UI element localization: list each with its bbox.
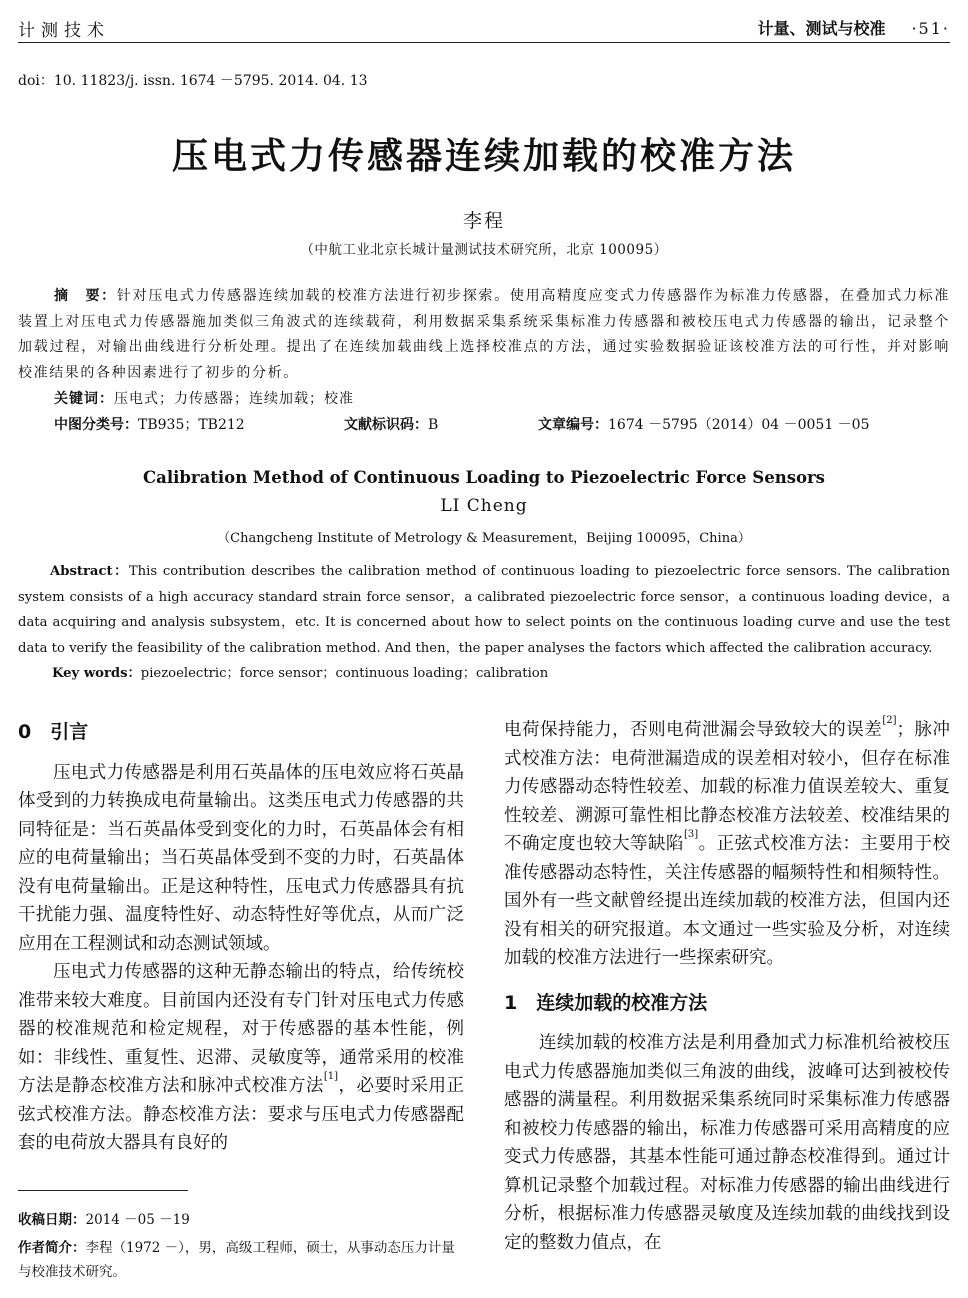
footnote-divider: [18, 1190, 188, 1191]
abstract-cn: [18, 284, 950, 386]
paragraph: [18, 958, 464, 1158]
affiliation: （中航工业北京长城计量测试技术研究所，北京 100095）: [300, 242, 668, 258]
english-affiliation: （Changcheng Institute of Metrology & Measurement，Beijing 100095，China）: [217, 531, 751, 546]
doc-code: [344, 414, 438, 434]
article-number: [538, 414, 870, 434]
reference-1[interactable]: [1]: [323, 1071, 339, 1082]
paper-title: 压电式力传感器连续加载的校准方法: [171, 136, 796, 177]
paragraph-text: ，必要时采用正弦式校准方法。静态校准方法：要求与压电式力传感器配套的电荷放大器具有良好的: [18, 1076, 465, 1153]
reference-3[interactable]: [3]: [683, 829, 699, 840]
abstract-cn-text: 针对压电式力传感器连续加载的校准方法进行初步探索。使用高精度应变式力传感器作为标准力传感器，在叠加式力标准装置上对压电式力传感器施加类似三角波式的连续载荷，利用数据采集系统采集标准力传感器和被校压电式力传感器的输出，记录整个加载过程，对输出曲线进行分析处理。提出了在连续加载曲线上选择校准点的方法，通过实验数据验证该校准方法的可行性，并对影响校准结果的各种因素进行了初步的分析。: [18, 288, 950, 381]
clc-code: [54, 414, 245, 434]
english-author: LI Cheng: [440, 496, 528, 516]
paragraph-text: 压电式力传感器的这种无静态输出的特点，给传统校准带来较大难度。目前国内还没有专门针对压电式力传感器的校准规范和检定规程，对于传感器的基本性能，例如：非线性、重复性、迟滞、灵敏度等，通常采用的校准方法是静态校准方法和脉冲式校准方法: [18, 962, 464, 1096]
keywords-cn-label: 关键词：: [54, 391, 114, 407]
article-label: 文章编号：: [538, 417, 608, 433]
paragraph-text: 。正弦式校准方法：主要用于校准传感器动态特性，关注传感器的幅频特性和相频特性。国外有一些文献曾经提出连续加载的校准方法，但国内还没有相关的研究报道。本文通过一些实验及分析，对连续加载的校准方法进行一些探索研究。: [504, 834, 951, 968]
clc-value: TB935；TB212: [138, 417, 245, 433]
paragraph-text: 电荷保持能力，否则电荷泄漏会导致较大的误差: [504, 720, 883, 740]
abstract-en: [18, 559, 950, 661]
author-bio: [18, 1236, 464, 1284]
bio-label: 作者简介：: [18, 1240, 86, 1256]
abstract-cn-label: 摘 要：: [54, 288, 117, 304]
section-1-heading: 1 连续加载的校准方法: [504, 991, 708, 1014]
author: 李程: [462, 210, 505, 232]
paragraph: [504, 716, 950, 973]
paragraph: 压电式力传感器是利用石英晶体的压电效应将石英晶体受到的力转换成电荷量输出。这类压电式力传感器的共同特征是：当石英晶体受到变化的力时，石英晶体会有相应的电荷量输出；当石英晶体受到不变的力时，石英晶体没有电荷量输出。正是这种特性，压电式力传感器具有抗干扰能力强、温度特性好、动态特性好等优点，从而广泛应用在工程测试和动态测试领域。: [18, 762, 464, 954]
doc-value: B: [428, 417, 439, 433]
classification-row: [54, 414, 918, 436]
section-label: 计量、测试与校准: [757, 19, 886, 38]
doc-label: 文献标识码：: [344, 417, 428, 433]
received-value: 2014 －05 －19: [85, 1212, 190, 1228]
keywords-cn-text: 压电式；力传感器；连续加载；校准: [114, 391, 354, 407]
article-value: 1674 －5795（2014）04 －0051 －05: [608, 417, 870, 433]
received-date: [18, 1208, 464, 1232]
running-header: [18, 14, 950, 43]
page-number: ·51·: [911, 19, 950, 38]
keywords-en-text: piezoelectric；force sensor；continuous loading；calibration: [140, 666, 549, 681]
received-label: 收稿日期：: [18, 1212, 86, 1228]
reference-2[interactable]: [2]: [882, 715, 897, 726]
clc-label: 中图分类号：: [54, 417, 138, 433]
paragraph-text: ；脉冲式校准方法：电荷泄漏造成的误差相对较小，但存在标准力传感器动态特性较差、加载的标准力值误差较大、重复性较差、溯源可靠性相比静态校准方法较差、校准结果的不确定度也较大等缺陷: [504, 720, 951, 854]
keywords-en-label: Key words：: [52, 666, 141, 681]
doi[interactable]: doi：10. 11823/j. issn. 1674 －5795. 2014. 04. 13: [18, 73, 368, 89]
journal-name: 计测技术: [18, 21, 110, 41]
keywords-cn: [54, 388, 354, 408]
abstract-en-text: This contribution describes the calibration method of continuous loading to piezoelectric force sensors. The calibration system consists of a high accuracy standard strain force sensor，a calibrated piezoelectric force sensor，a continuous loading device，a data acquiring and analysis subsystem，etc. It is concerned about how to select points on the continuous loading curve and use the test data to verify the feasibility of the calibration method. And then，the paper analyses the factors which affected the calibration accuracy.: [18, 564, 950, 656]
english-title: Calibration Method of Continuous Loading to Piezoelectric Force Sensors: [143, 468, 825, 487]
keywords-en: [52, 662, 548, 681]
abstract-en-label: Abstract：: [50, 564, 129, 579]
body-column-left: [18, 716, 464, 1158]
section-0-heading: 0 引言: [18, 721, 89, 743]
paragraph: 连续加载的校准方法是利用叠加式力标准机给被校压电式力传感器施加类似三角波的曲线，波峰可达到被校传感器的满量程。利用数据采集系统同时采集标准力传感器和被校力传感器的输出，标准力传感器可采用高精度的应变式力传感器，其基本性能可通过静态校准得到。通过计算机记录整个加载过程。对标准力传感器的输出曲线进行分析，根据标准力传感器灵敏度及连续加载的曲线找到设定的整数力值点，在: [504, 1033, 950, 1253]
body-column-right: [504, 716, 950, 1257]
bio-text: 李程（1972 －），男，高级工程师，硕士，从事动态压力计量与校准技术研究。: [18, 1240, 455, 1280]
section-name: [757, 16, 950, 39]
